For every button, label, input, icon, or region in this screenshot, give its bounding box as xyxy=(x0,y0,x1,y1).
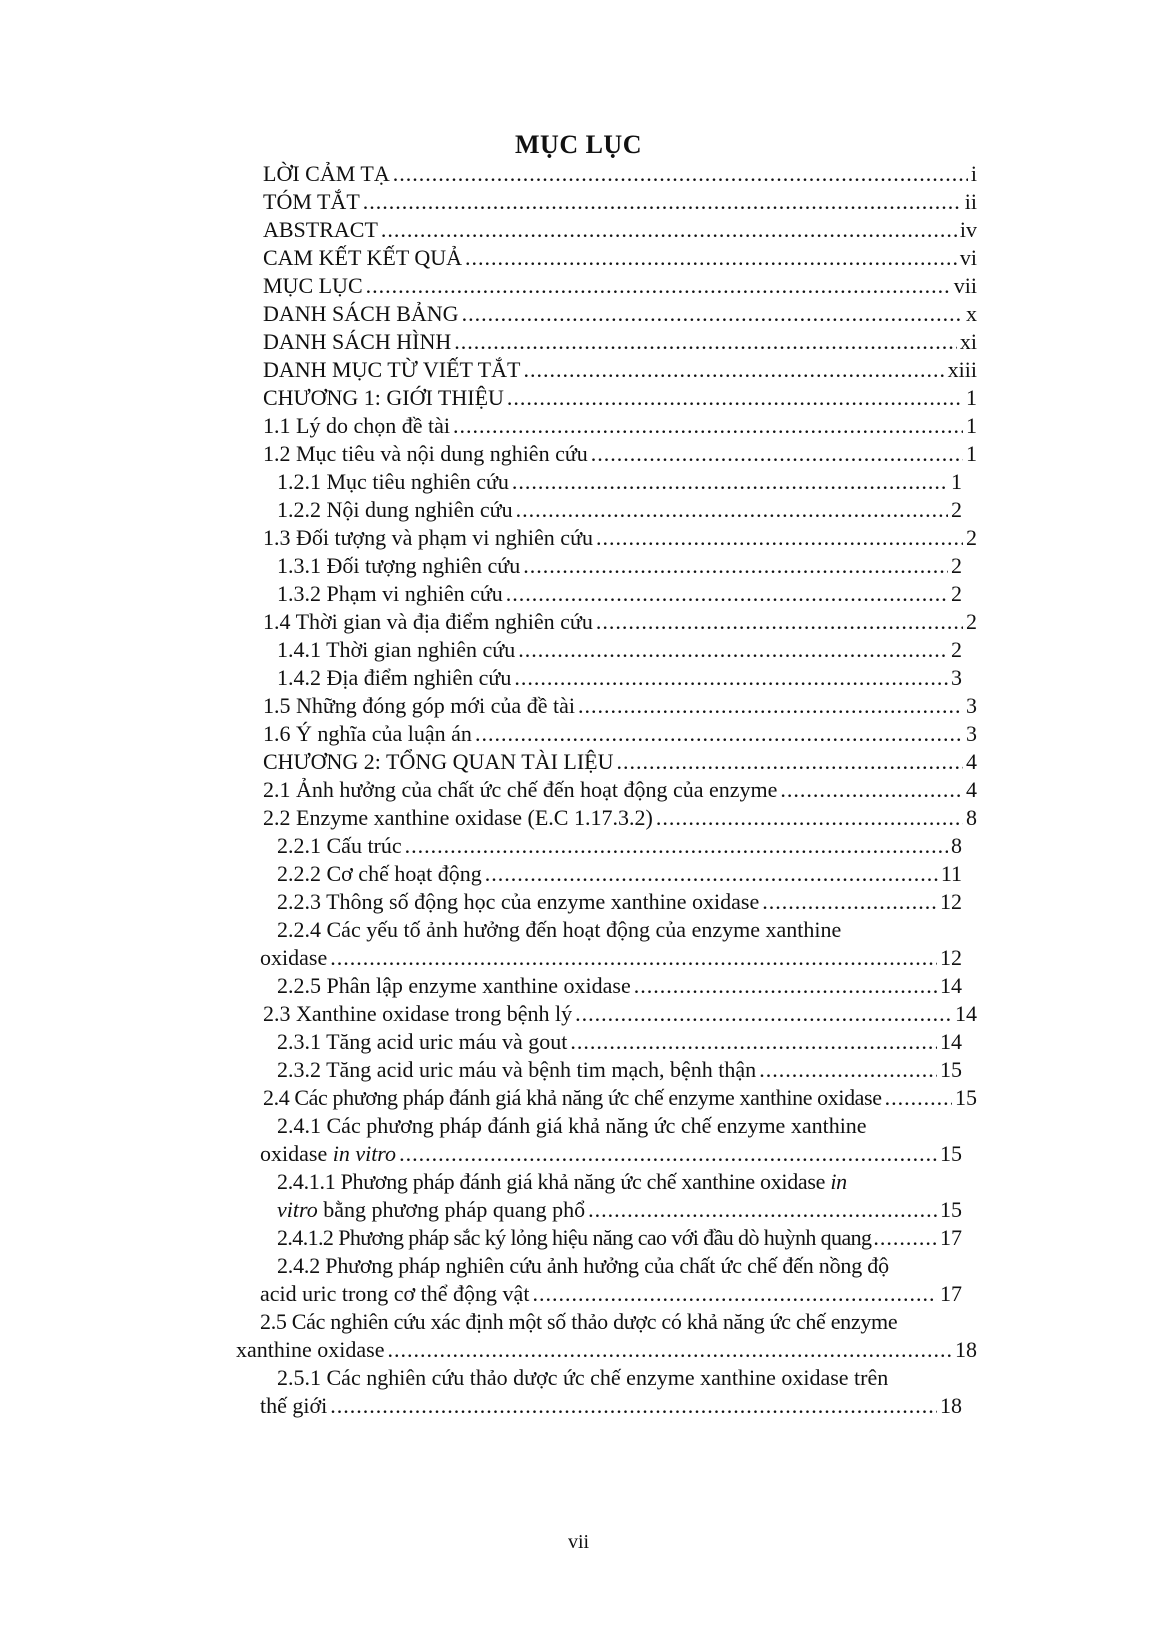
toc-entry-page: 14 xyxy=(940,973,962,998)
toc-entry[interactable] xyxy=(277,1056,962,1084)
toc-entry-label-italic: in vitro xyxy=(332,1141,397,1166)
toc-entry-wrapped[interactable] xyxy=(277,1252,977,1280)
toc-entry[interactable] xyxy=(263,1000,977,1028)
toc-entry-page: 1 xyxy=(966,441,977,466)
toc-entry[interactable] xyxy=(277,860,962,888)
toc-entry[interactable] xyxy=(263,692,977,720)
toc-entry[interactable] xyxy=(236,1336,977,1364)
toc-entry-label: 1.6 Ý nghĩa của luận án xyxy=(263,721,472,746)
toc-entry[interactable] xyxy=(263,384,977,412)
toc-entry-label: 2.2.2 Cơ chế hoạt động xyxy=(277,861,482,886)
toc-entry-label: DANH SÁCH BẢNG xyxy=(263,301,459,326)
toc-entry-label: 1.4.2 Địa điểm nghiên cứu xyxy=(277,665,512,690)
toc-entry-page: 8 xyxy=(951,833,962,858)
toc-entry-page: xi xyxy=(959,329,977,354)
toc-entry-page: 18 xyxy=(940,1393,962,1418)
toc-entry-page: 14 xyxy=(940,1029,962,1054)
toc-entry[interactable] xyxy=(263,524,977,552)
toc-entry[interactable] xyxy=(263,748,977,776)
toc-entry[interactable] xyxy=(263,216,977,244)
toc-entry[interactable] xyxy=(263,412,977,440)
toc-entry[interactable] xyxy=(277,1196,962,1224)
toc-entry-label: 2.4 Các phương pháp đánh giá khả năng ức chế enzyme xanthine oxidase xyxy=(263,1085,882,1110)
toc-entry-label: 2.3.2 Tăng acid uric máu và bệnh tim mạch, bệnh thận xyxy=(277,1057,757,1082)
toc-entry[interactable] xyxy=(263,440,977,468)
toc-entry-label: MỤC LỤC xyxy=(263,273,363,298)
toc-entry[interactable] xyxy=(277,1224,962,1252)
toc-entry-label-italic: in xyxy=(830,1169,847,1194)
toc-entry-page: 15 xyxy=(940,1197,962,1222)
toc-entry-label: 1.2 Mục tiêu và nội dung nghiên cứu xyxy=(263,441,588,466)
toc-entry-page: 2 xyxy=(966,609,977,634)
toc-entry-page: 12 xyxy=(940,945,962,970)
toc-entry-label: bằng phương pháp quang phổ xyxy=(323,1197,586,1222)
toc-entry-label-italic: vitro xyxy=(277,1197,318,1222)
toc-entry-page: 2 xyxy=(951,637,962,662)
toc-entry[interactable] xyxy=(263,328,977,356)
toc-entry-label: 2.4.2 Phương pháp nghiên cứu ảnh hưởng của chất ức chế đến nồng độ xyxy=(277,1253,889,1278)
toc-entry-page: 3 xyxy=(966,721,977,746)
toc-entry-label: 1.2.2 Nội dung nghiên cứu xyxy=(277,497,513,522)
toc-entry-label: thế giới xyxy=(260,1393,328,1418)
toc-entry-wrapped[interactable] xyxy=(260,1308,960,1336)
toc-entry-label: 2.2.5 Phân lập enzyme xanthine oxidase xyxy=(277,973,631,998)
toc-entry-page: 15 xyxy=(940,1141,962,1166)
toc-entry-page: 14 xyxy=(955,1001,977,1026)
toc-entry-page: 1 xyxy=(951,469,962,494)
toc-entry-label: CHƯƠNG 1: GIỚI THIỆU xyxy=(263,385,504,410)
toc-entry[interactable] xyxy=(277,972,962,1000)
page-title: MỤC LỤC xyxy=(515,130,642,159)
toc-entry-page: 3 xyxy=(951,665,962,690)
toc-entry[interactable] xyxy=(263,356,977,384)
toc-entry[interactable] xyxy=(277,496,962,524)
toc-entry-label: 2.2 Enzyme xanthine oxidase (E.C 1.17.3.2) xyxy=(263,805,653,830)
toc-entry-wrapped[interactable] xyxy=(277,1364,977,1392)
toc-entry[interactable] xyxy=(277,468,962,496)
toc-entry[interactable] xyxy=(263,272,977,300)
toc-entry-label: oxidase xyxy=(260,1141,328,1166)
toc-entry-label: DANH SÁCH HÌNH xyxy=(263,329,452,354)
toc-entry-page: 2 xyxy=(951,553,962,578)
toc-entry[interactable] xyxy=(260,944,962,972)
toc-entry-page: 12 xyxy=(940,889,962,914)
toc-entry-label: 2.5.1 Các nghiên cứu thảo dược ức chế enzyme xanthine oxidase trên xyxy=(277,1365,889,1390)
toc-entry-wrapped[interactable] xyxy=(277,1112,977,1140)
toc-entry-label: 2.4.1 Các phương pháp đánh giá khả năng ức chế enzyme xanthine xyxy=(277,1113,867,1138)
toc-entry-label: 2.2.4 Các yếu tố ảnh hưởng đến hoạt động của enzyme xanthine xyxy=(277,917,842,942)
toc-entry-page: 3 xyxy=(966,693,977,718)
toc-entry-page: vi xyxy=(959,245,977,270)
toc-entry-page: 17 xyxy=(940,1225,962,1250)
toc-entry[interactable] xyxy=(277,888,962,916)
toc-entry-page: 17 xyxy=(940,1281,962,1306)
toc-entry-page: x xyxy=(966,301,977,326)
toc-entry[interactable] xyxy=(263,160,977,188)
toc-entry-page: 11 xyxy=(940,861,962,886)
toc-entry-page: i xyxy=(970,161,977,186)
toc-entry-label: ABSTRACT xyxy=(263,217,378,242)
toc-entry[interactable] xyxy=(263,776,977,804)
toc-entry[interactable] xyxy=(260,1140,962,1168)
toc-entry-label: 2.4.1.1 Phương pháp đánh giá khả năng ức chế xanthine oxidase xyxy=(277,1169,826,1194)
toc-entry[interactable] xyxy=(263,244,977,272)
toc-entry-page: vii xyxy=(953,273,977,298)
toc-entry-label: oxidase xyxy=(260,945,328,970)
toc-entry-label: xanthine oxidase xyxy=(236,1337,385,1362)
toc-entry[interactable] xyxy=(263,188,977,216)
toc-entry[interactable] xyxy=(277,832,962,860)
toc-entry-label: DANH MỤC TỪ VIẾT TẮT xyxy=(263,357,521,382)
toc-entry[interactable] xyxy=(277,552,962,580)
toc-entry-label: 1.3.1 Đối tượng nghiên cứu xyxy=(277,553,521,578)
toc-entry-page: 8 xyxy=(966,805,977,830)
toc-entry-label: 2.3.1 Tăng acid uric máu và gout xyxy=(277,1029,568,1054)
toc-entry[interactable] xyxy=(263,608,977,636)
toc-entry-page: 15 xyxy=(955,1085,977,1110)
toc-entry[interactable] xyxy=(260,1392,962,1420)
toc-entry-label: acid uric trong cơ thể động vật xyxy=(260,1281,530,1306)
toc-entry-wrapped[interactable] xyxy=(277,1168,977,1196)
toc-entry-page: 4 xyxy=(966,777,977,802)
toc-entry-label: LỜI CẢM TẠ xyxy=(263,161,390,186)
toc-entry[interactable] xyxy=(277,636,962,664)
toc-entry-page: 4 xyxy=(966,749,977,774)
toc-entry-label: 2.3 Xanthine oxidase trong bệnh lý xyxy=(263,1001,573,1026)
toc-entry-label: 2.2.3 Thông số động học của enzyme xanthine oxidase xyxy=(277,889,760,914)
toc-entry[interactable] xyxy=(263,1084,977,1112)
toc-entry-page: 2 xyxy=(951,581,962,606)
toc-entry-label: 1.3.2 Phạm vi nghiên cứu xyxy=(277,581,503,606)
toc-entry-page: ii xyxy=(964,189,977,214)
toc-entry-label: 1.4 Thời gian và địa điểm nghiên cứu xyxy=(263,609,593,634)
toc-entry-label: 1.4.1 Thời gian nghiên cứu xyxy=(277,637,516,662)
toc-entry-page: 1 xyxy=(966,413,977,438)
toc-entry-page: xiii xyxy=(947,357,977,382)
toc-entry[interactable] xyxy=(263,300,977,328)
page-number: vii xyxy=(567,1531,590,1553)
toc-entry-label: 1.5 Những đóng góp mới của đề tài xyxy=(263,693,575,718)
toc-entry-label: 2.1 Ảnh hưởng của chất ức chế đến hoạt động của enzyme xyxy=(263,777,778,802)
toc-entry-page: 18 xyxy=(955,1337,977,1362)
toc-entry-label: TÓM TẮT xyxy=(263,189,360,214)
toc-entry-label: CAM KẾT KẾT QUẢ xyxy=(263,245,463,270)
toc-entry-label: 2.2.1 Cấu trúc xyxy=(277,833,402,858)
toc-entry[interactable] xyxy=(263,804,977,832)
toc-entry[interactable] xyxy=(260,1280,962,1308)
toc-entry-page: 2 xyxy=(966,525,977,550)
toc-entry[interactable] xyxy=(263,720,977,748)
toc-entry-label: 2.5 Các nghiên cứu xác định một số thảo dược có khả năng ức chế enzyme xyxy=(260,1309,898,1334)
toc-entry-label: 1.3 Đối tượng và phạm vi nghiên cứu xyxy=(263,525,593,550)
toc-entry-page: 1 xyxy=(966,385,977,410)
toc-entry-page: iv xyxy=(959,217,977,242)
toc-entry-page: 2 xyxy=(951,497,962,522)
toc-entry-label: 2.4.1.2 Phương pháp sắc ký lỏng hiệu năng cao với đầu dò huỳnh quang xyxy=(277,1225,872,1250)
toc-entry[interactable] xyxy=(277,580,962,608)
toc-entry-label: CHƯƠNG 2: TỔNG QUAN TÀI LIỆU xyxy=(263,749,614,774)
toc-entry[interactable] xyxy=(277,1028,962,1056)
toc-entry-page: 15 xyxy=(940,1057,962,1082)
toc-entry-label: 1.2.1 Mục tiêu nghiên cứu xyxy=(277,469,509,494)
toc-entry[interactable] xyxy=(277,664,962,692)
toc-entry-label: 1.1 Lý do chọn đề tài xyxy=(263,413,450,438)
toc-entry-wrapped[interactable] xyxy=(277,916,977,944)
